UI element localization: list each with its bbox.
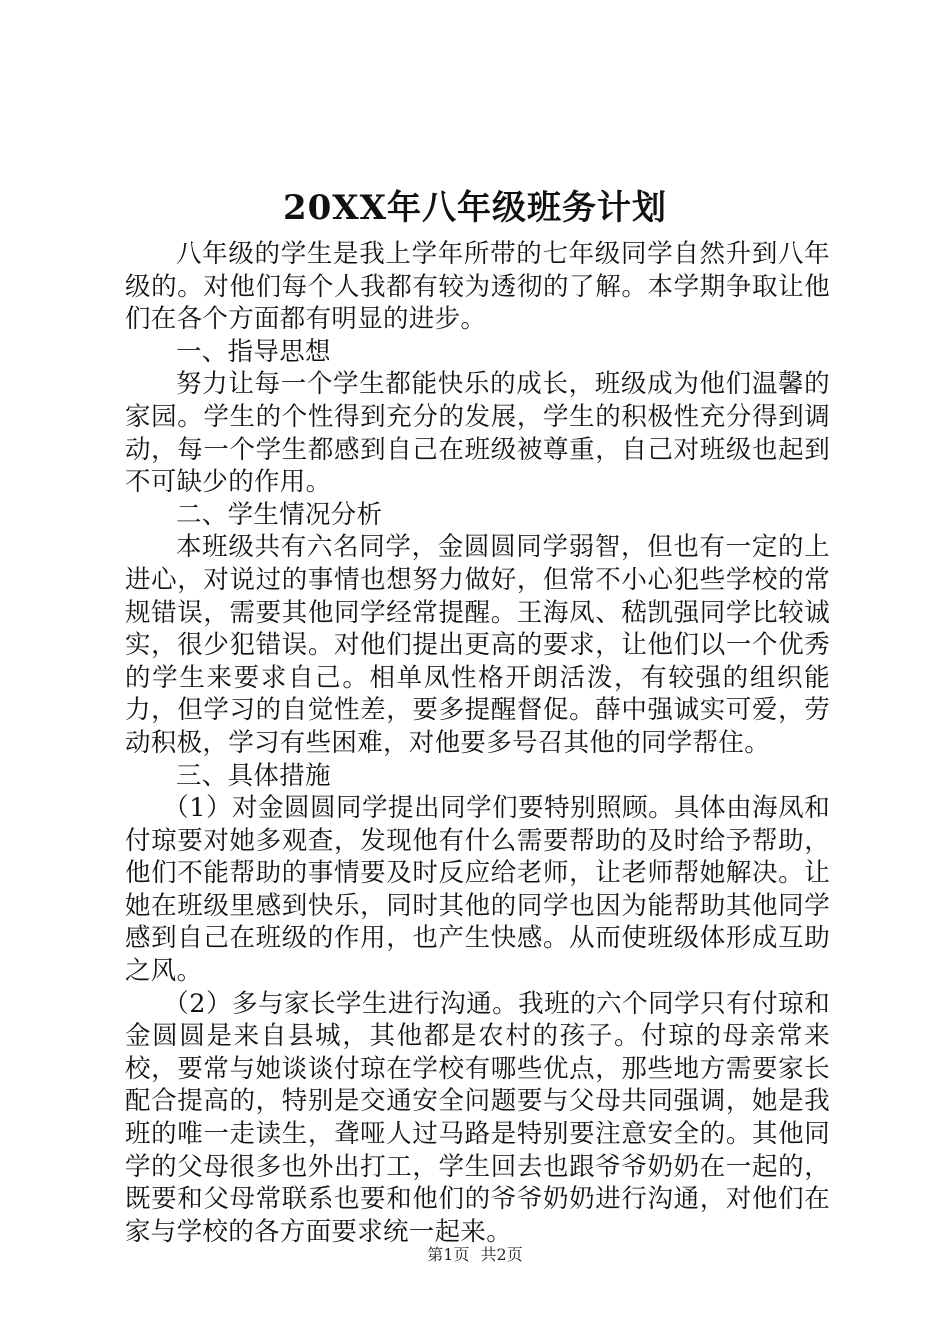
measure-item-1: （1）对金圆圆同学提出同学们要特别照顾。具体由海凤和付琼要对她多观查，发现他有什么需要帮助的及时给予帮助，他们不能帮助的事情要及时反应给老师，让老师帮她解决。让她在班级里感到快乐，同时其他的同学也因为能帮助其他同学感到自己在班级的作用，也产生快感。从而使班级体形成互助之风。: [125, 793, 830, 987]
guiding-ideology-paragraph: 努力让每一个学生都能快乐的成长，班级成为他们温馨的家园。学生的个性得到充分的发展，学生的积极性充分得到调动，每一个学生都感到自己在班级被尊重，自己对班级也起到不可缺少的作用。: [125, 369, 830, 498]
document-title: 20XX年八年级班务计划: [282, 188, 668, 228]
page-number: 第1页: [427, 1245, 470, 1264]
student-analysis-paragraph: 本班级共有六名同学，金圆圆同学弱智，但也有一定的上进心，对说过的事情也想努力做好，但常不小心犯些学校的常规错误，需要其他同学经常提醒。王海凤、嵇凯强同学比较诚实，很少犯错误。对他们提出更高的要求，让他们以一个优秀的学生来要求自己。相单凤性格开朗活泼，有较强的组织能力，但学习的自觉性差，要多提醒督促。薛中强诚实可爱，劳动积极，学习有些困难，对他要多号召其他的同学帮住。: [125, 532, 830, 758]
section-heading-measures: 三、具体措施: [176, 760, 331, 791]
page-total: 共2页: [480, 1245, 523, 1264]
section-heading-student-analysis: 二、学生情况分析: [176, 499, 383, 530]
document-body: [125, 238, 830, 1248]
section-heading-guiding-ideology: 一、指导思想: [176, 336, 331, 367]
intro-paragraph: 八年级的学生是我上学年所带的七年级同学自然升到八年级的。对他们每个人我都有较为透彻的了解。本学期争取让他们在各个方面都有明显的进步。: [125, 239, 830, 335]
measure-item-2: （2）多与家长学生进行沟通。我班的六个同学只有付琼和金圆圆是来自县城，其他都是农村的孩子。付琼的母亲常来校，要常与她谈谈付琼在学校有哪些优点，那些地方需要家长配合提高的，特别是交通安全问题要与父母共同强调，她是我班的唯一走读生，聋哑人过马路是特别要注意安全的。其他同学的父母很多也外出打工，学生回去也跟爷爷奶奶在一起的，既要和父母常联系也要和他们的爷爷奶奶进行沟通，对他们在家与学校的各方面要求统一起来。: [125, 988, 830, 1247]
page-footer: [0, 1244, 950, 1266]
